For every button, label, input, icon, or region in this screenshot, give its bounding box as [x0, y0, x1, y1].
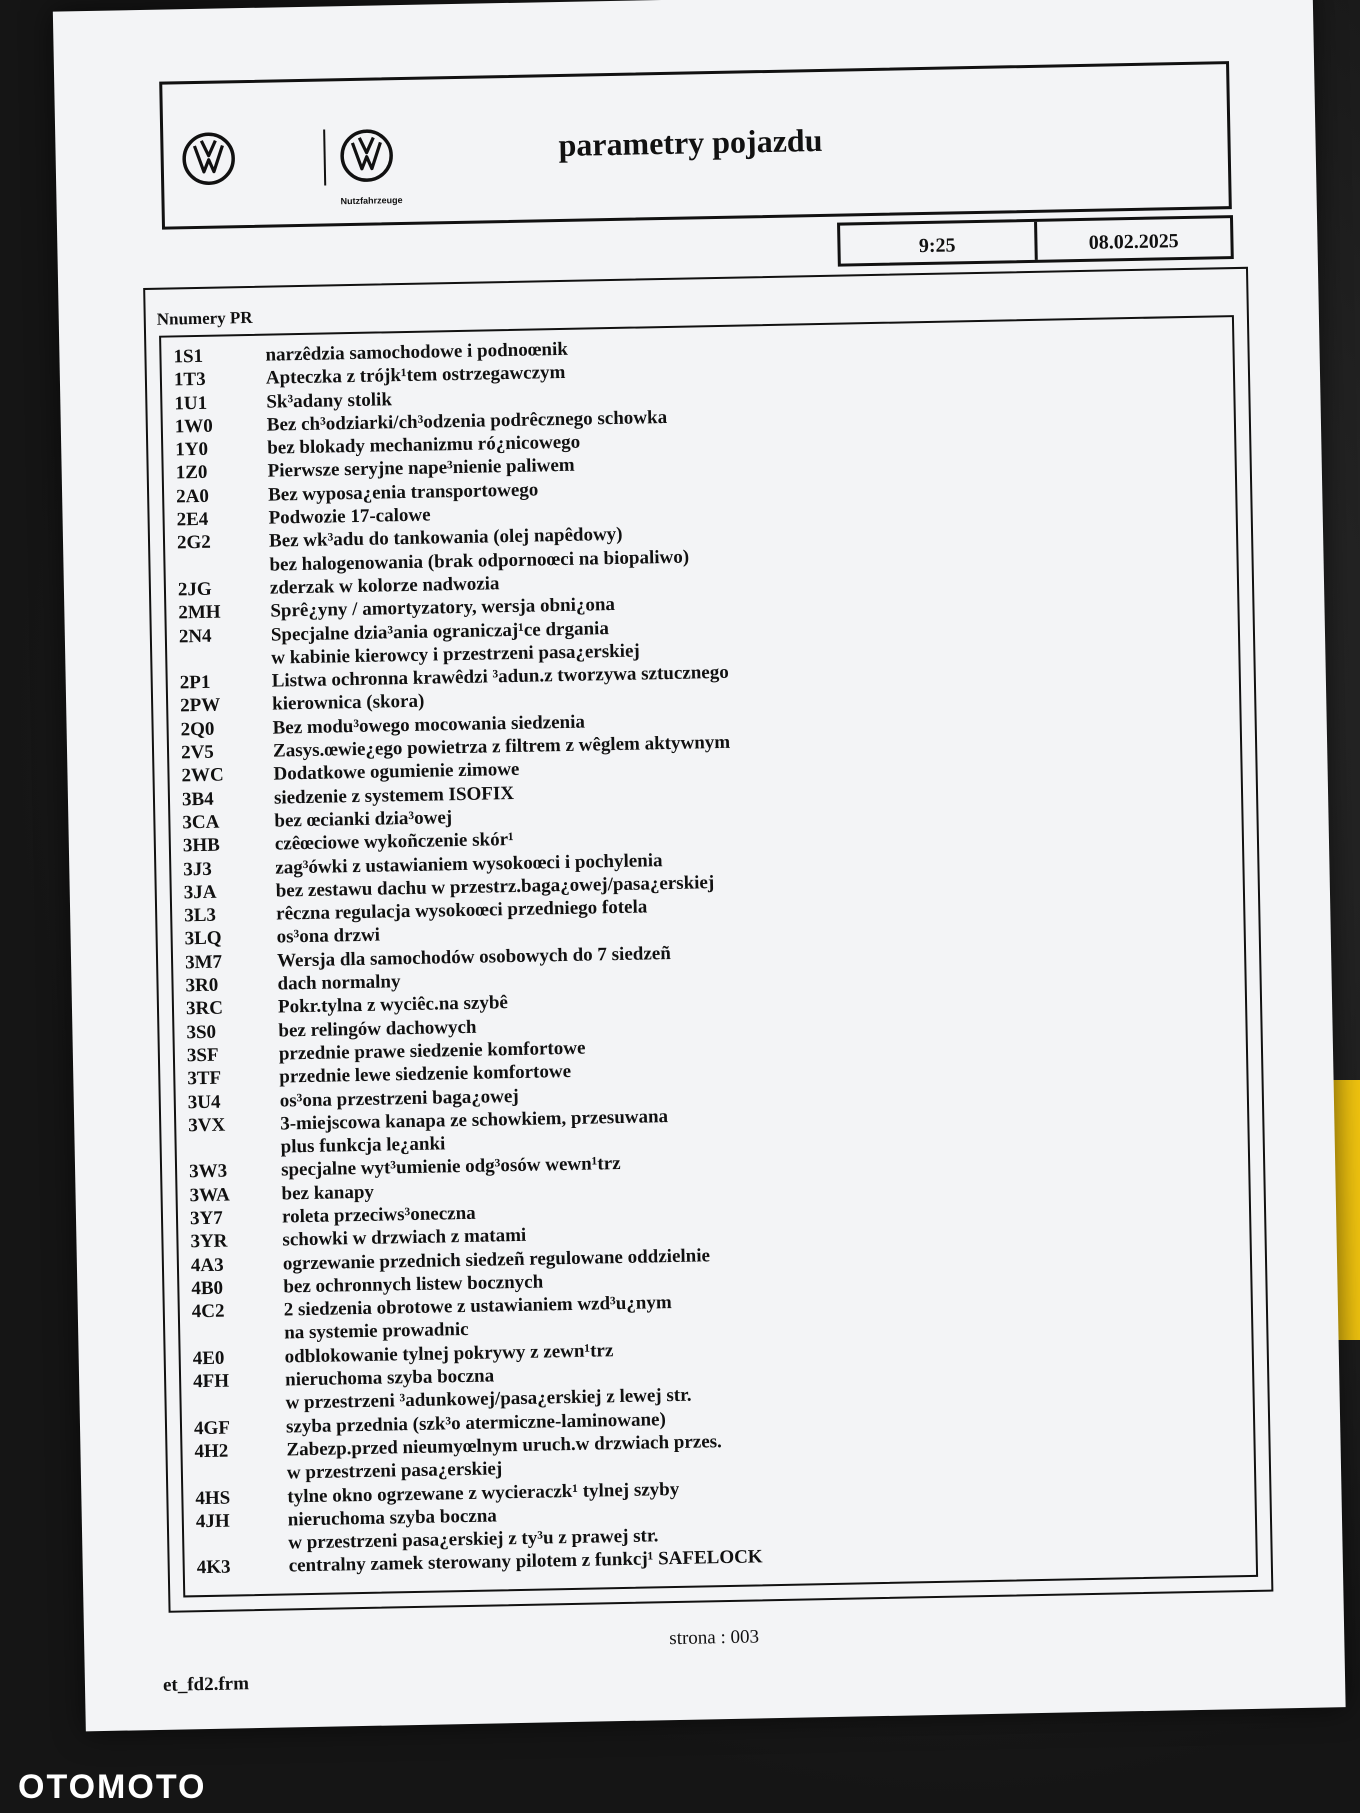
pr-code: 3JA	[183, 881, 217, 904]
pr-code: 2MH	[178, 601, 221, 624]
pr-code: 3HB	[182, 834, 221, 857]
pr-description: bez ochronnych listew bocznych	[283, 1271, 544, 1298]
pr-description: Zabezp.przed nieumyœlnym uruch.w drzwiach przes. w przestrzeni pasa¿erskiej	[286, 1431, 723, 1484]
pr-description: bez kanapy	[281, 1181, 375, 1205]
pr-code: 4FH	[192, 1370, 230, 1393]
page-title: parametry pojazdu	[558, 121, 823, 163]
pr-code: 2N4	[178, 625, 212, 647]
pr-code: 4H2	[194, 1440, 229, 1463]
pr-description: schowki w drzwiach z matami	[282, 1225, 527, 1251]
pr-description: siedzenie z systemem ISOFIX	[273, 782, 515, 809]
pr-description: 2 siedzenia obrotowe z ustawianiem wzd³u¿nym na systemie prowadnic	[283, 1292, 672, 1344]
vw-logo-icon	[339, 128, 394, 183]
pr-code: 1T3	[173, 369, 206, 391]
pr-code: 1U1	[174, 392, 208, 415]
pr-code: 3J3	[183, 858, 213, 880]
pr-code: 4K3	[196, 1556, 231, 1579]
pr-description: 3-miejscowa kanapa ze schowkiem, przesuwana plus funkcja le¿anki	[280, 1105, 669, 1158]
pr-code: 4A3	[190, 1254, 224, 1276]
pr-code: 4HS	[195, 1487, 231, 1509]
pr-code: 3U4	[187, 1091, 221, 1113]
pr-code: 2JG	[177, 578, 212, 601]
pr-description: bez œcianki dzia³owej	[274, 807, 453, 832]
pr-code: 4E0	[192, 1347, 225, 1370]
pr-description: Sprê¿yny / amortyzatory, wersja obni¿ona	[270, 594, 616, 622]
pr-code: 3YR	[190, 1230, 228, 1253]
pr-code: 2PW	[179, 695, 221, 717]
logo-divider	[323, 129, 326, 185]
section-label: Nnumery PR	[156, 307, 253, 329]
pr-code: 2A0	[175, 485, 210, 508]
pr-code: 3B4	[181, 788, 214, 810]
pr-code: 3Y7	[189, 1207, 223, 1230]
brand-subtitle: Nutzfahrzeuge	[340, 195, 403, 207]
pr-code: 2P1	[179, 671, 211, 694]
pr-code: 2WC	[181, 764, 224, 787]
pr-description: Podwozie 17-calowe	[268, 504, 431, 529]
pr-description: zag³ówki z ustawianiem wysokoœci i pochylenia	[275, 849, 663, 879]
pr-description: bez zestawu dachu w przestrz.baga¿owej/pasa¿erskiej	[275, 871, 715, 902]
pr-description: tylne okno ogrzewane z wycieraczk¹ tylnej szyby	[287, 1478, 680, 1508]
header-box	[159, 61, 1232, 230]
date-value: 08.02.2025	[1034, 218, 1231, 260]
pr-description: centralny zamek sterowany pilotem z funkcj¹ SAFELOCK	[288, 1546, 763, 1577]
pr-code: 2Q0	[180, 718, 215, 741]
pr-code: 1S1	[173, 345, 204, 368]
pr-description: bez blokady mechanizmu ró¿nicowego	[267, 431, 581, 459]
pr-code: 2V5	[180, 741, 215, 764]
pr-description: Bez wyposa¿enia transportowego	[267, 479, 539, 506]
pr-description: Zasys.œwie¿ego powietrza z filtrem z wêglem aktywnym	[272, 731, 731, 762]
footer-filename: et_fd2.frm	[162, 1673, 250, 1696]
pr-description: nieruchoma szyba boczna w przestrzeni pasa¿erskiej z ty³u z prawej str.	[287, 1505, 659, 1554]
pr-code: 3VX	[188, 1114, 226, 1137]
pr-code: 3R0	[185, 974, 219, 997]
pr-description: Sk³adany stolik	[266, 388, 393, 413]
page-number: strona : 003	[669, 1626, 760, 1650]
pr-description: Pokr.tylna z wyciêc.na szybê	[277, 992, 509, 1018]
pr-code: 3WA	[189, 1184, 230, 1206]
document-sheet	[53, 0, 1346, 1731]
vw-logo-icon	[181, 131, 236, 186]
pr-description: przednie lewe siedzenie komfortowe	[279, 1061, 572, 1088]
pr-code: 3M7	[184, 951, 223, 974]
pr-description: zderzak w kolorze nadwozia	[269, 573, 500, 599]
pr-code: 3S0	[186, 1021, 217, 1043]
pr-description: bez relingów dachowych	[278, 1016, 477, 1042]
pr-code: 3SF	[186, 1044, 219, 1067]
pr-description: roleta przeciws³oneczna	[281, 1202, 476, 1228]
pr-description: specjalne wyt³umienie odg³osów wewn¹trz	[280, 1153, 621, 1181]
pr-code: 2G2	[176, 532, 212, 554]
pr-description: nieruchoma szyba boczna w przestrzeni ³adunkowej/pasa¿erskiej z lewej str.	[284, 1365, 692, 1414]
pr-code: 1Y0	[175, 438, 209, 461]
time-value: 9:25	[918, 234, 956, 258]
pr-code: 3TF	[187, 1067, 222, 1090]
pr-code: 3RC	[185, 997, 224, 1020]
pr-description: rêczna regulacja wysokoœci przedniego fotela	[275, 896, 648, 925]
pr-code: 1W0	[174, 415, 214, 438]
timestamp-box	[837, 215, 1234, 267]
pr-description: Listwa ochronna krawêdzi ³adun.z tworzywa sztucznego	[271, 661, 729, 692]
pr-code: 3LQ	[184, 928, 222, 950]
pr-code: 4GF	[193, 1417, 231, 1439]
pr-codes-box	[159, 315, 1258, 1597]
pr-description: odblokowanie tylnej pokrywy z zewn¹trz	[284, 1339, 614, 1368]
pr-code: 2E4	[176, 508, 209, 531]
pr-description: narzêdzia samochodowe i podnoœnik	[265, 338, 569, 366]
pr-description: Dodatkowe ogumienie zimowe	[273, 759, 520, 785]
pr-code: 3L3	[184, 904, 217, 927]
watermark-logo: OTOMOTO	[18, 1768, 207, 1806]
pr-description: Bez ch³odziarki/ch³odzenia podrêcznego schowka	[266, 406, 668, 436]
pr-description: Specjalne dzia³ania ograniczaj¹ce drgania w kabinie kierowcy i przestrzeni pasa¿erskiej	[270, 617, 640, 669]
pr-description: kierownica (skora)	[271, 691, 425, 716]
pr-code: 4C2	[191, 1300, 225, 1323]
pr-code: 1Z0	[175, 462, 208, 484]
pr-code-list	[161, 317, 1256, 1580]
pr-description: Pierwsze seryjne nape³nienie paliwem	[267, 455, 575, 483]
pr-description: Wersja dla samochodów osobowych do 7 siedzeñ	[276, 942, 671, 972]
pr-description: os³ona drzwi	[276, 924, 381, 948]
pr-description: dach normalny	[277, 971, 401, 995]
pr-description: przednie prawe siedzenie komfortowe	[278, 1037, 586, 1065]
pr-description: czêœciowe wykoñczenie skór¹	[274, 829, 514, 855]
pr-description: Apteczka z trójk¹tem ostrzegawczym	[265, 362, 566, 389]
pr-description: os³ona przestrzeni baga¿owej	[279, 1085, 519, 1112]
pr-description: ogrzewanie przednich siedzeñ regulowane oddzielnie	[282, 1244, 711, 1275]
pr-code: 3W3	[188, 1160, 228, 1183]
pr-description: Bez wk³adu do tankowania (olej napêdowy) bez halogenowania (brak odpornoœci na biopaliwo)	[268, 524, 690, 576]
pr-code: 3CA	[182, 811, 220, 834]
pr-description: Bez modu³owego mocowania siedzenia	[272, 711, 586, 739]
pr-code: 4B0	[191, 1277, 224, 1300]
pr-code: 4JH	[195, 1510, 230, 1533]
pr-description: szyba przednia (szk³o atermiczne-laminowane)	[285, 1408, 667, 1438]
